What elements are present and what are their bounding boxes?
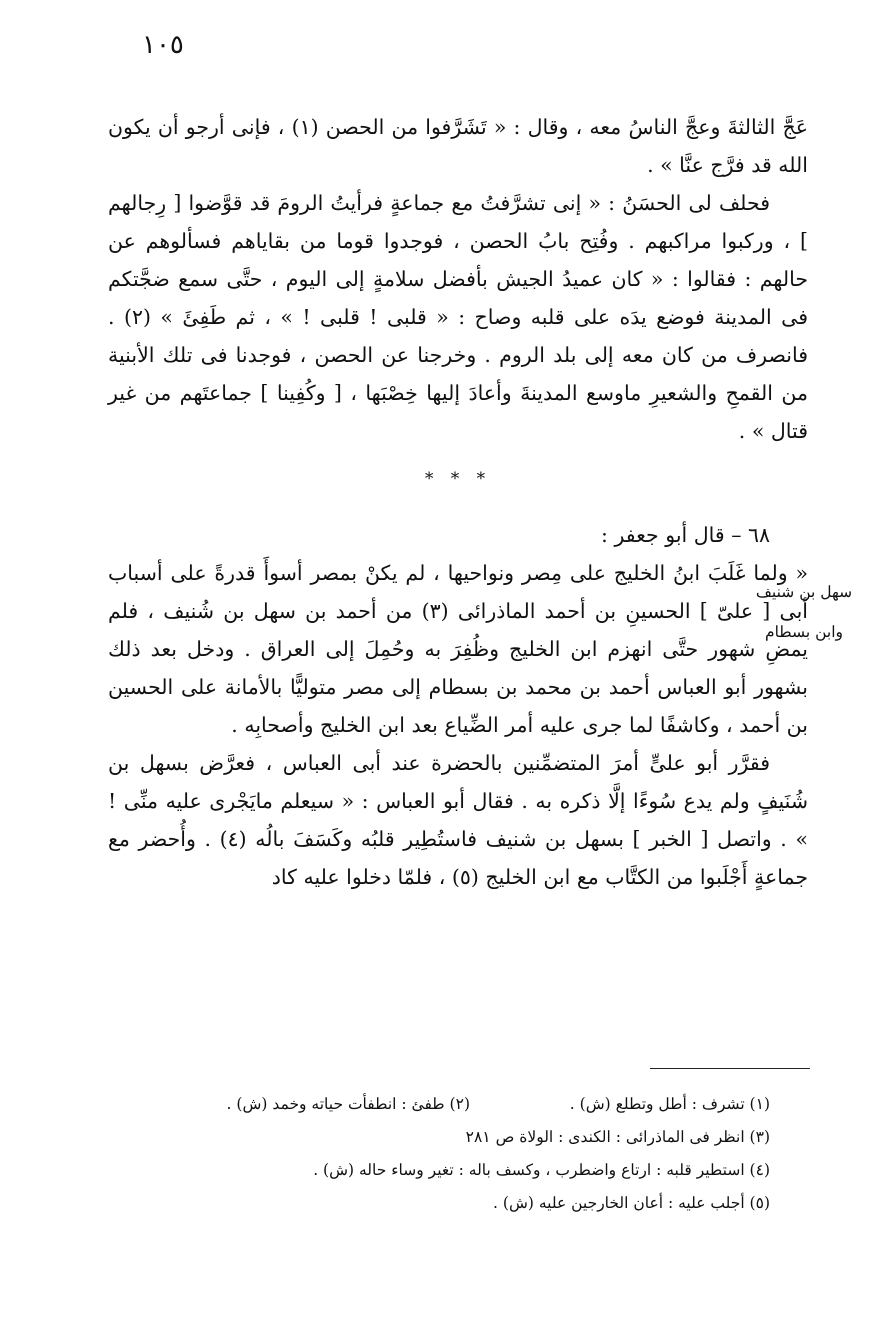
- margin-note-line-1: سهل بن شنيف: [755, 583, 853, 601]
- footnote-1: (١) تشرف : أطل وتطلع (ش) .: [569, 1095, 770, 1113]
- margin-note-line-2: وابن بسطام: [764, 623, 843, 641]
- footnotes: [108, 1088, 770, 1220]
- footnote-2: (٢) طفئ : انطفأت حياته وخمد (ش) .: [226, 1095, 470, 1113]
- footnote-4: (٤) استطير قلبه : ارتاع واضطرب ، وكسف باله : تغير وساء حاله (ش) .: [313, 1161, 770, 1179]
- paragraph-1: عَجَّ الثالثةَ وعجَّ الناسُ معه ، وقال : « تَشَرَّفوا من الحصن (١) ، فإنى أرجو أن يكون الله قد فرَّج عنَّا » .: [108, 115, 808, 177]
- section-heading: ٦٨ – قال أبو جعفر :: [601, 523, 770, 547]
- footnote-row: [108, 1088, 770, 1121]
- footnote-3: (٣) انظر فى الماذرائى : الكندى : الولاة ص ٢٨١: [465, 1128, 770, 1146]
- paragraph-2: فحلف لى الحسَنُ : « إنى تشرَّفتُ مع جماعةٍ فرأيتُ الرومَ قد قوَّضوا [ رِجالهم ] ، وركبوا مراكبهم . وفُتِح بابُ الحصن ، فوجدوا قوما من بقاياهم فسألوهم عن حالهم : فقالوا : « كان عميدُ الجيش بأفضل سلامةٍ إلى اليوم ، حتَّى سمع ضجَّتكم فى المدينة فوضع يدَه على قلبه وصاح : « قلبى ! قلبى ! » ، ثم طَفِئَ » (٢) . فانصرف من كان معه إلى بلد الروم . وخرجنا عن الحصن ، فوجدنا فى تلك الأبنية من القمحِ والشعيرِ ماوسع المدينةَ وأعادَ إليها خِصْبَها ، [ وكُفِينا ] جماعتَهم من غير قتال » .: [108, 191, 809, 443]
- footnote-divider: [650, 1068, 810, 1069]
- paragraph-4: فقرَّر أبو علىٍّ أمرَ المتضمِّنين بالحضرة عند أبى العباس ، فعرَّض بسهل بن شُنَيفٍ ولم يدع سُوءًا إلَّا ذكره به . فقال أبو العباس : « سيعلم مايَجْرى عليه منِّى ! » . واتصل [ الخبر ] بسهل بن شنيف فاستُطِير قلبُه وكَسَفَ بالُه (٤) . وأُحضر مع جماعةٍ أَجْلَبوا من الكتَّاب مع ابن الخليج (٥) ، فلمّا دخلوا عليه كاد: [108, 751, 808, 889]
- section-separator: * * *: [424, 469, 492, 489]
- page-number: ١٠٥: [142, 30, 184, 60]
- margin-note: [739, 572, 869, 652]
- main-text: [108, 108, 808, 896]
- paragraph-3: « ولما غَلَبَ ابنُ الخليج على مِصر ونواحيها ، لم يكنْ بمصر أسوأَ قدرةً على أسباب أبى [ علىّ ] الحسينِ بن أحمد الماذرائى (٣) من أحمد بن سهل بن شُنيف ، فلم يمضِ شهور حتَّى انهزم ابن الخليج وظُفِرَ به وحُمِلَ إلى العراق . ودخل بعد ذلك بشهور أبو العباس أحمد بن محمد بن بسطام إلى مصر متوليًّا بالأمانة على الحسين بن أحمد ، وكاشفًا لما جرى عليه أمر الضِّياع بعد ابن الخليج وأصحابِه .: [108, 561, 808, 737]
- footnote-5: (٥) أجلب عليه : أعان الخارجين عليه (ش) .: [493, 1194, 770, 1212]
